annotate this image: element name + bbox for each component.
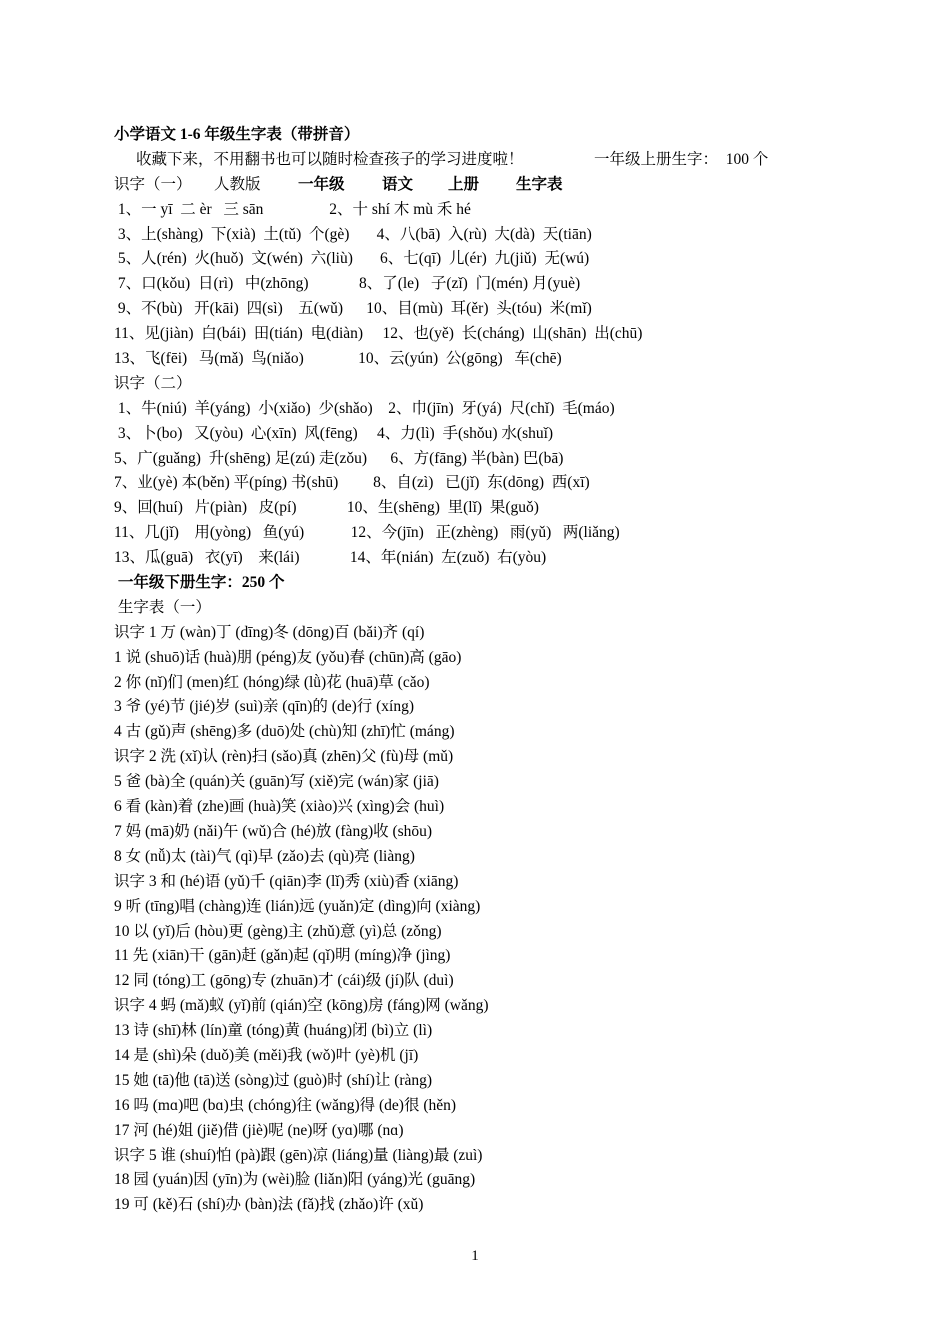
character-row: 13 诗 (shī)林 (lín)童 (tóng)黄 (huáng)闭 (bì)立 (lì): [114, 1022, 433, 1040]
lower-volume-list: [114, 621, 914, 1218]
header-volume: 上册: [448, 175, 480, 193]
character-row: 8 女 (nǚ)太 (tài)气 (qì)早 (zǎo)去 (qù)亮 (liàng): [114, 847, 415, 865]
header-label: 识字（一）: [114, 175, 192, 193]
character-row: 3、卜(bo) 又(yòu) 心(xīn) 风(fēng) 4、力(lì) 手(shǒu) 水(shuǐ): [114, 424, 554, 442]
intro-text: 收藏下来，不用翻书也可以随时检查孩子的学习进度啦！: [136, 150, 524, 168]
character-row: 5 爸 (bà)全 (quán)关 (guān)写 (xiě)完 (wán)家 (jiā): [114, 773, 439, 791]
character-row: 识字 4 蚂 (mǎ)蚁 (yǐ)前 (qián)空 (kōng)房 (fáng)网 (wǎng): [114, 997, 489, 1015]
intro-count: 一年级上册生字： 100 个: [594, 150, 769, 168]
character-row: 1、牛(niú) 羊(yáng) 小(xiǎo) 少(shǎo) 2、巾(jīn) 牙(yá) 尺(chǐ) 毛(máo): [114, 399, 615, 417]
character-row: 18 园 (yuán)因 (yīn)为 (wèi)脸 (liǎn)阳 (yáng)光 (guāng): [114, 1171, 476, 1189]
character-row: 7 妈 (mā)奶 (nǎi)午 (wǔ)合 (hé)放 (fàng)收 (shōu): [114, 822, 433, 840]
character-row: 13、瓜(guā) 衣(yī) 来(lái) 14、年(nián) 左(zuǒ) 右(yòu): [114, 549, 547, 567]
character-row: 1、一 yī 二 èr 三 sān 2、十 shí 木 mù 禾 hé: [114, 200, 471, 218]
character-row: 7、业(yè) 本(běn) 平(píng) 书(shū) 8、自(zì) 已(jǐ) 东(dōng) 西(xī): [114, 474, 590, 492]
character-row: 15 她 (tā)他 (tā)送 (sòng)过 (guò)时 (shí)让 (ràng): [114, 1071, 433, 1089]
character-row: 6 看 (kàn)着 (zhe)画 (huà)笑 (xiào)兴 (xìng)会 (huì): [114, 798, 445, 816]
character-row: 1 说 (shuō)话 (huà)朋 (péng)友 (yǒu)春 (chūn)高 (gāo): [114, 648, 462, 666]
character-row: 13、飞(fēi) 马(mǎ) 鸟(niǎo) 10、云(yún) 公(gōng) 车(chē): [114, 350, 562, 368]
character-row: 19 可 (kě)石 (shí)办 (bàn)法 (fǎ)找 (zhǎo)许 (xǔ): [114, 1196, 424, 1214]
character-row: 识字 2 洗 (xǐ)认 (rèn)扫 (sǎo)真 (zhēn)父 (fù)母 (mǔ): [114, 748, 454, 766]
character-row: 7、口(kǒu) 日(rì) 中(zhōng) 8、了(le) 子(zǐ) 门(mén) 月(yuè): [114, 275, 581, 293]
character-row: 11、见(jiàn) 白(bái) 田(tián) 电(diàn) 12、也(yě) 长(cháng) 山(shān) 出(chū): [114, 325, 643, 343]
header-subject: 语文: [382, 175, 414, 193]
character-row: 16 吗 (mɑ)吧 (bɑ)虫 (chóng)往 (wǎng)得 (de)很 (hěn): [114, 1096, 457, 1114]
character-row: 10 以 (yǐ)后 (hòu)更 (gèng)主 (zhǔ)意 (yì)总 (zǒng): [114, 922, 442, 940]
header-edition: 人教版: [214, 175, 261, 193]
character-row: 11、几(jǐ) 用(yòng) 鱼(yú) 12、今(jīn) 正(zhèng) 雨(yǔ) 两(liǎng): [114, 524, 620, 542]
character-row: 9、回(huí) 片(piàn) 皮(pí) 10、生(shēng) 里(lǐ) 果(guǒ): [114, 499, 539, 517]
character-row: 5、广(guǎng) 升(shēng) 足(zú) 走(zǒu) 6、方(fāng) 半(bàn) 巴(bā): [114, 449, 564, 467]
document-title: 小学语文 1-6 年级生字表（带拼音）: [114, 126, 360, 143]
section-two-label: 识字（二）: [114, 374, 192, 392]
character-row: 识字 1 万 (wàn)丁 (dīng)冬 (dōng)百 (bǎi)齐 (qí): [114, 623, 425, 641]
character-row: 4 古 (gǔ)声 (shēng)多 (duō)处 (chù)知 (zhī)忙 (máng): [114, 723, 455, 741]
page-number: 1: [471, 1248, 479, 1264]
character-row: 9、不(bù) 开(kāi) 四(sì) 五(wǔ) 10、目(mù) 耳(ěr) 头(tóu) 米(mǐ): [114, 300, 592, 318]
header-grade: 一年级: [298, 175, 345, 193]
character-row: 3、上(shàng) 下(xià) 土(tǔ) 个(gè) 4、八(bā) 入(rù) 大(dà) 天(tiān): [114, 225, 592, 243]
document-body: [114, 123, 914, 1218]
character-row: 5、人(rén) 火(huǒ) 文(wén) 六(liù) 6、七(qī) 儿(ér) 九(jiǔ) 无(wú): [114, 250, 590, 268]
header-table: 生字表: [516, 175, 563, 193]
character-row: 12 同 (tóng)工 (gōng)专 (zhuān)才 (cái)级 (jí)队 (duì): [114, 972, 454, 990]
character-row: 2 你 (nǐ)们 (men)红 (hóng)绿 (lǜ)花 (huā)草 (cǎo): [114, 673, 430, 691]
character-row: 识字 3 和 (hé)语 (yǔ)千 (qiān)李 (lǐ)秀 (xiù)香 (xiāng): [114, 872, 459, 890]
lower-volume-heading: 一年级下册生字：250 个: [114, 574, 285, 592]
character-row: 识字 5 谁 (shuí)怕 (pà)跟 (gēn)凉 (liáng)量 (liàng)最 (zuì): [114, 1146, 483, 1164]
character-row: 9 听 (tīng)唱 (chàng)连 (lián)远 (yuǎn)定 (dìng)向 (xiàng): [114, 897, 481, 915]
section-one: [114, 198, 914, 372]
intro-line: [114, 148, 914, 173]
header-row: [114, 173, 914, 198]
character-row: 11 先 (xiān)干 (gān)赶 (gǎn)起 (qǐ)明 (míng)净 (jìng): [114, 947, 451, 965]
character-row: 3 爷 (yé)节 (jié)岁 (suì)亲 (qīn)的 (de)行 (xíng): [114, 698, 415, 716]
character-row: 17 河 (hé)姐 (jiě)借 (jiè)呢 (ne)呀 (yɑ)哪 (nɑ): [114, 1121, 404, 1139]
section-two: [114, 397, 914, 571]
character-row: 14 是 (shì)朵 (duǒ)美 (měi)我 (wǒ)叶 (yè)机 (jī): [114, 1046, 419, 1064]
lower-volume-subheading: 生字表（一）: [114, 598, 211, 616]
